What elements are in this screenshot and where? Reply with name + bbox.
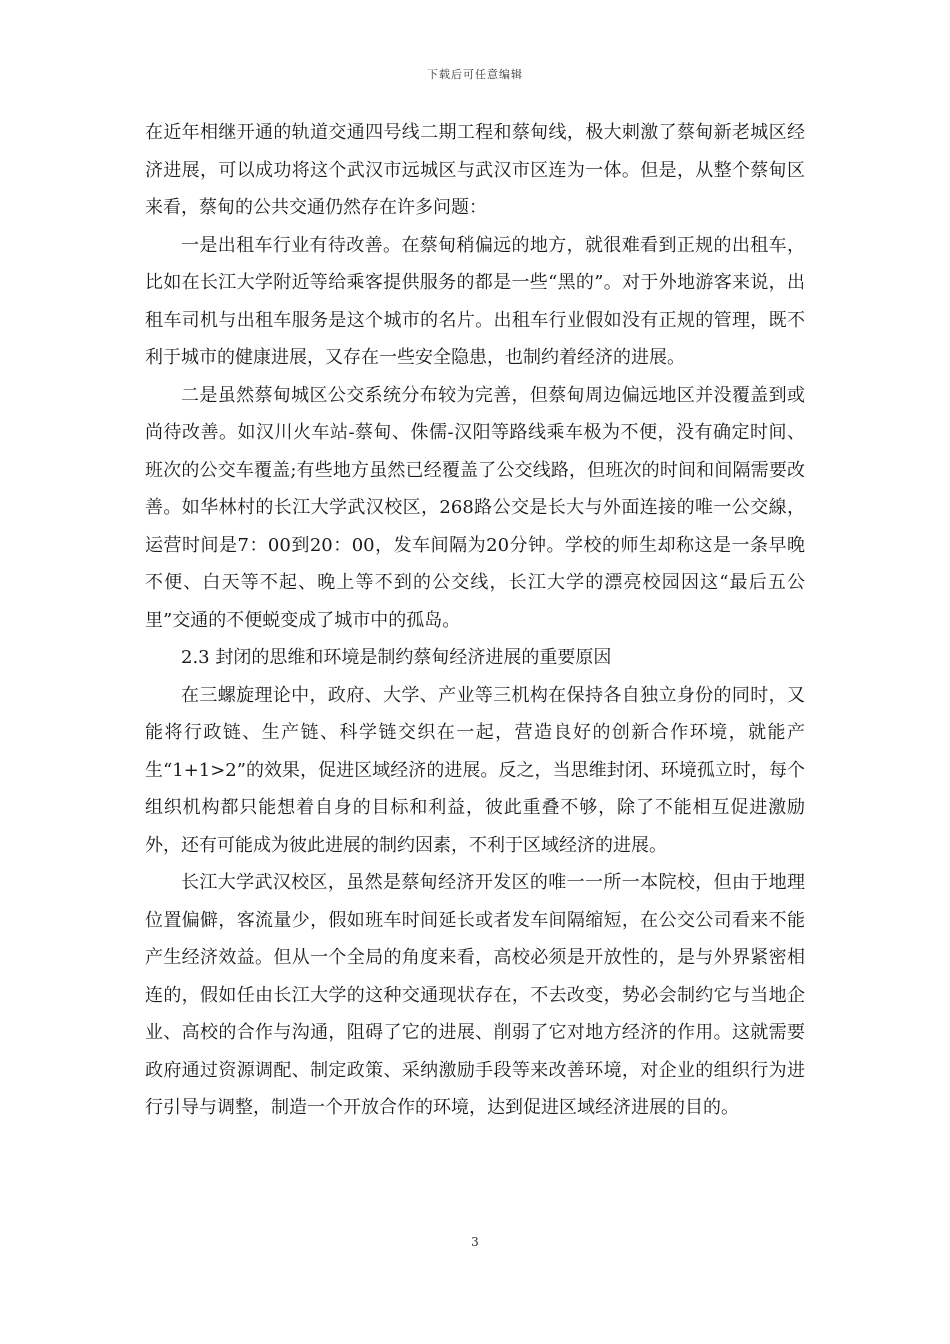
paragraph-yangtze-university: 长江大学武汉校区，虽然是蔡甸经济开发区的唯一一所一本院校，但由于地理位置偏僻，客流量少，假如班车时间延长或者发车间隔缩短，在公交公司看来不能产生经济效益。但从一个全局的角度来看，高校必须是开放性的，是与外界紧密相连的，假如任由长江大学的这种交通现状存在，不去改变，势必会制约它与当地企业、高校的合作与沟通，阻碍了它的进展、削弱了它对地方经济的作用。这就需要政府通过资源调配、制定政策、采纳激励手段等来改善环境，对企业的组织行为进行引导与调整，制造一个开放合作的环境，达到促进区域经济进展的目的。 bbox=[145, 872, 805, 1118]
paragraph-intro: 在近年相继开通的轨道交通四号线二期工程和蔡甸线，极大刺激了蔡甸新老城区经济进展，可以成功将这个武汉市远城区与武汉市区连为一体。但是，从整个蔡甸区来看，蔡甸的公共交通仍然存在许多问题： bbox=[145, 122, 805, 218]
paragraph-triple-helix: 在三螺旋理论中，政府、大学、产业等三机构在保持各自独立身份的同时，又能将行政链、生产链、科学链交织在一起，营造良好的创新合作环境，就能产生“1+1>2”的效果，促进区域经济的进展。反之，当思维封闭、环境孤立时，每个组织机构都只能想着自身的目标和利益，彼此重叠不够，除了不能相互促进激励外，还有可能成为彼此进展的制约因素，不利于区域经济的进展。 bbox=[145, 684, 805, 856]
paragraph-bus-issue: 二是虽然蔡甸城区公交系统分布较为完善，但蔡甸周边偏远地区并没覆盖到或尚待改善。如汉川火车站-蔡甸、侏儒-汉阳等路线乘车极为不便，没有确定时间、班次的公交车覆盖;有些地方虽然已经覆盖了公交线路，但班次的时间和间隔需要改善。如华林村的长江大学武汉校区，268路公交是长大与外面连接的唯一公交線，运营时间是7：00到20：00，发车间隔为20分钟。学校的师生却称这是一条早晚不便、白天等不起、晚上等不到的公交线，长江大学的漂亮校园因这“最后五公里”交通的不便蜕变成了城市中的孤岛。 bbox=[145, 384, 805, 631]
document-body bbox=[145, 114, 805, 1127]
page-number: 3 bbox=[471, 1235, 479, 1249]
section-heading: 2.3 封闭的思维和环境是制约蔡甸经济进展的重要原因 bbox=[181, 647, 612, 668]
paragraph-taxi-issue: 一是出租车行业有待改善。在蔡甸稍偏远的地方，就很难看到正规的出租车，比如在长江大学附近等给乘客提供服务的都是一些“黑的”。对于外地游客来说，出租车司机与出租车服务是这个城市的名片。出租车行业假如没有正规的管理，既不利于城市的健康进展，又存在一些安全隐患，也制约着经济的进展。 bbox=[145, 234, 805, 368]
page-header: 下载后可任意编辑 bbox=[427, 68, 523, 81]
